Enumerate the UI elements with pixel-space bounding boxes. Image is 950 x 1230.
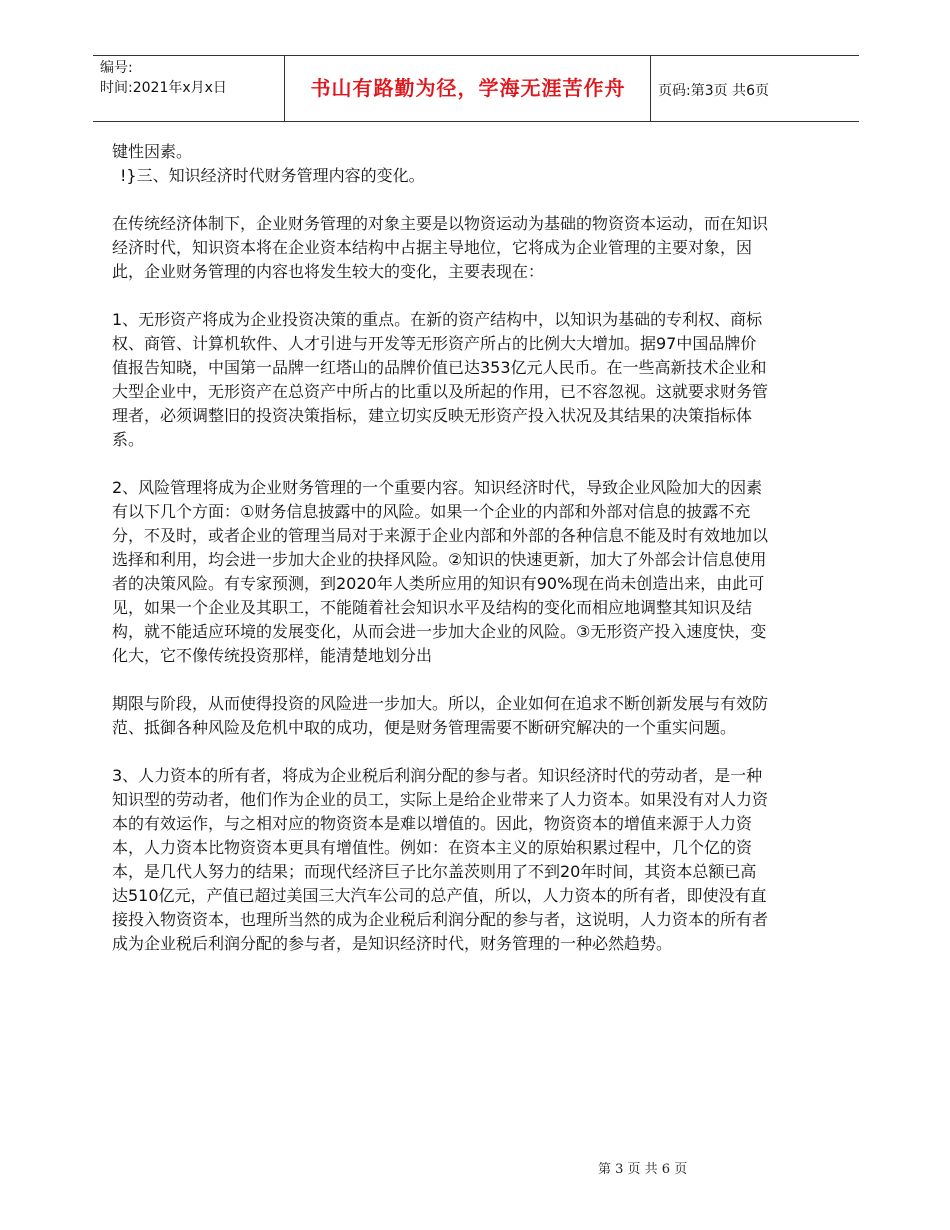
paragraph: 3、人力资本的所有者，将成为企业税后利润分配的参与者。知识经济时代的劳动者，是一种知识型的劳动者，他们作为企业的员工，实际上是给企业带来了人力资本。如果没有对人力资本的有效运作，与之相对应的物资资本是难以增值的。因此，物资资本的增值来源于人力资本，人力资本比物资资本更具有增值性。例如：在资本主义的原始积累过程中，几个亿的资本，是几代人努力的结果；而现代经济巨子比尔盖茨则用了不到20年时间，其资本总额已高达510亿元，产值已超过美国三大汽车公司的总产值，所以，人力资本的所有者，即使没有直接投入物资资本，也理所当然的成为企业税后利润分配的参与者，这说明，人力资本的所有者成为企业税后利润分配的参与者，是知识经济时代，财务管理的一种必然趋势。 [112,766,769,953]
header-meta [100,58,227,98]
header-divider-left [284,55,285,121]
section-heading: !}三、知识经济时代财务管理内容的变化。 [120,166,425,185]
document-number-label: 编号: [100,60,133,76]
header-motto: 书山有路勤为径，学海无涯苦作舟 [310,76,626,100]
document-body [112,140,772,956]
header-page-info: 页码:第3页 共6页 [658,83,769,99]
header-divider-right [650,55,651,121]
paragraph-fragment: 键性因素。 [112,142,193,161]
paragraph: 在传统经济体制下，企业财务管理的对象主要是以物资运动为基础的物资资本运动，而在知识经济时代，知识资本将在企业资本结构中占据主导地位，它将成为企业管理的主要对象，因此，企业财务管理的内容也将发生较大的变化，主要表现在： [112,214,769,281]
paragraph: 1、无形资产将成为企业投资决策的重点。在新的资产结构中，以知识为基础的专利权、商标权、商管、计算机软件、人才引进与开发等无形资产所占的比例大大增加。据97中国品牌价值报告知晓，中国第一品牌一红塔山的品牌价值已达353亿元人民币。在一些高新技术企业和大型企业中，无形资产在总资产中所占的比重以及所起的作用，已不容忽视。这就要求财务管理者，必须调整旧的投资决策指标，建立切实反映无形资产投入状况及其结果的决策指标体系。 [112,310,769,449]
paragraph: 期限与阶段，从而使得投资的风险进一步加大。所以，企业如何在追求不断创新发展与有效防范、抵御各种风险及危机中取的成功，便是财务管理需要不断研究解决的一个重实问题。 [112,694,769,737]
header-bottom-rule [93,121,859,122]
page-footer: 第 3 页 共 6 页 [598,1162,688,1177]
header-top-rule [93,55,859,56]
paragraph: 2、风险管理将成为企业财务管理的一个重要内容。知识经济时代，导致企业风险加大的因素有以下几个方面：①财务信息披露中的风险。如果一个企业的内部和外部对信息的披露不充分，不及时，或者企业的管理当局对于来源于企业内部和外部的各种信息不能及时有效地加以选择和利用，均会进一步加大企业的抉择风险。②知识的快速更新，加大了外部会计信息使用者的决策风险。有专家预测，到2020年人类所应用的知识有90%现在尚未创造出来，由此可见，如果一个企业及其职工，不能随着社会知识水平及结构的变化而相应地调整其知识及结构，就不能适应环境的发展变化，从而会进一步加大企业的风险。③无形资产投入速度快，变化大，它不像传统投资那样，能清楚地划分出 [112,478,769,665]
document-time-label: 时间:2021年x月x日 [100,80,227,96]
